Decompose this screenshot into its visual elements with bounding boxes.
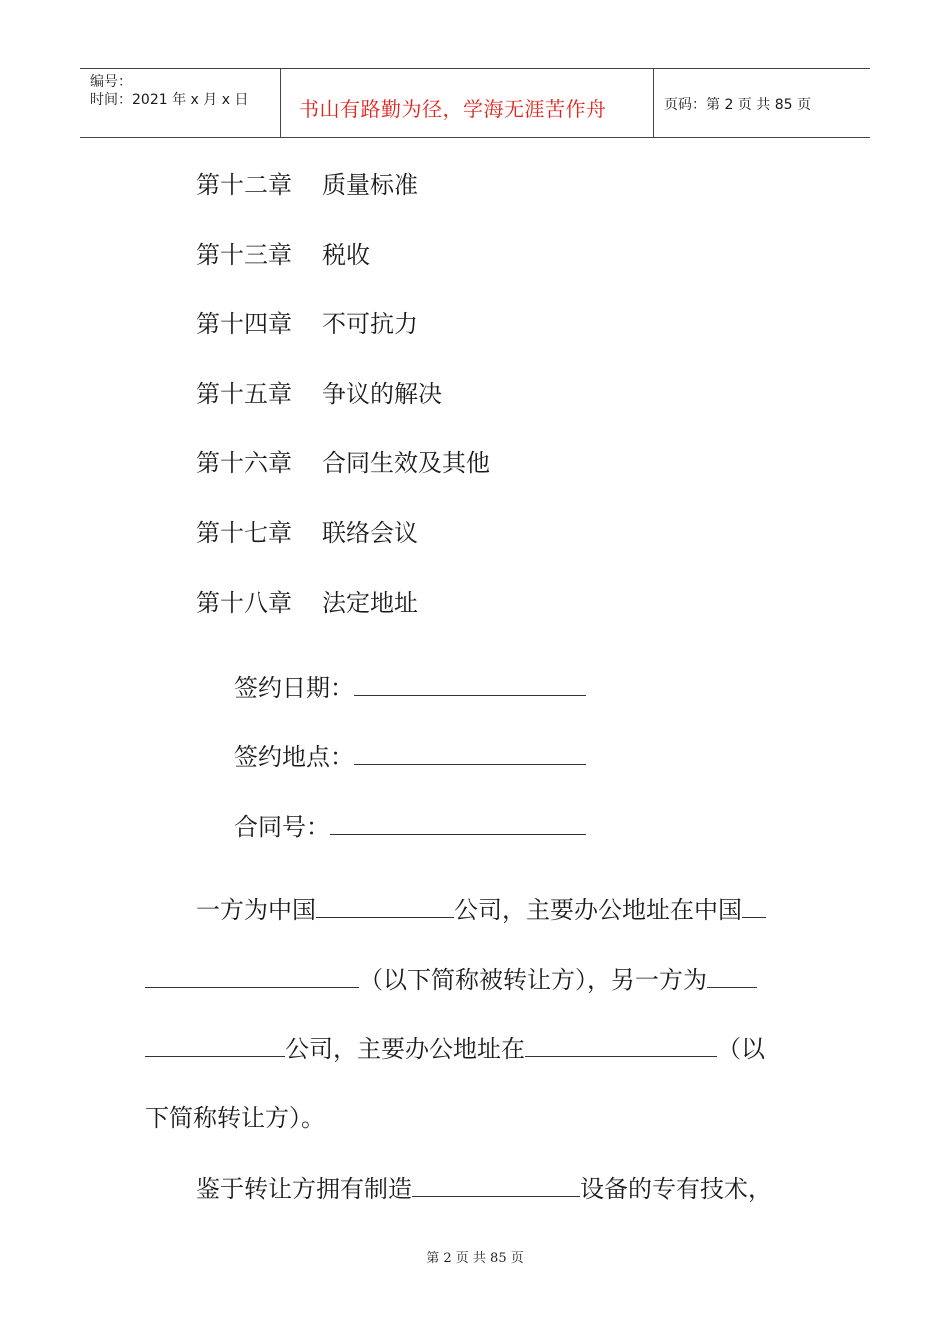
chapter-title: 联络会议 [322,519,418,547]
body-text: （以下简称被转让方），另一方为 [359,966,707,994]
body-line [196,1174,772,1204]
chapter-number: 第十四章 [196,310,292,338]
signing-date-label: 签约日期： [234,674,354,702]
body-text: 鉴于转让方拥有制造 [196,1175,412,1203]
chapter-item [196,170,418,200]
chapter-number: 第十六章 [196,449,292,477]
chapter-number: 第十三章 [196,241,292,269]
chapter-title: 税收 [322,241,370,269]
header-page-info: 页码：第 2 页 共 85 页 [664,97,811,113]
body-line [145,1034,765,1064]
contract-number-row [234,812,586,842]
address-blank [145,965,359,988]
body-text: 一方为中国 [196,896,316,924]
signing-date-row [234,673,586,703]
chapter-item [196,448,490,478]
document-number-label: 编号： [90,74,132,90]
equipment-blank [412,1174,580,1197]
chapter-title: 质量标准 [322,171,418,199]
signing-place-label: 签约地点： [234,743,354,771]
chapter-title: 争议的解决 [322,380,442,408]
body-text: 公司，主要办公地址在 [285,1035,525,1063]
chapter-number: 第十五章 [196,380,292,408]
body-text: 下简称转让方）。 [145,1104,325,1132]
chapter-title: 合同生效及其他 [322,449,490,477]
chapter-number: 第十七章 [196,519,292,547]
contract-number-blank [330,812,586,835]
document-date-label: 时间：2021 年 x 月 x 日 [90,92,249,108]
header-motto: 书山有路勤为径，学海无涯苦作舟 [299,97,607,121]
signing-date-blank [354,673,586,696]
body-text: 设备的专有技术， [580,1175,772,1203]
chapter-item [196,309,418,339]
signing-place-blank [354,742,586,765]
chapter-number: 第十二章 [196,171,292,199]
address-blank [742,895,766,918]
chapter-item [196,240,370,270]
header-meta-cell [80,69,281,137]
chapter-item [196,518,418,548]
chapter-title: 法定地址 [322,589,418,617]
chapter-title: 不可抗力 [322,310,418,338]
body-text: （以 [717,1035,765,1063]
body-line [145,965,757,995]
header-page-cell [654,69,870,137]
page-header [80,68,870,138]
page-footer: 第 2 页 共 85 页 [426,1251,524,1266]
signing-place-row [234,742,586,772]
contract-number-label: 合同号： [234,813,330,841]
chapter-item [196,588,418,618]
chapter-number: 第十八章 [196,589,292,617]
company-name-blank [707,965,757,988]
body-text: 公司，主要办公地址在中国 [454,896,742,924]
company-name-blank [145,1034,285,1057]
chapter-item [196,379,442,409]
header-motto-cell [281,69,654,137]
company-name-blank [316,895,454,918]
address-blank [525,1034,717,1057]
body-line [196,895,766,925]
body-line [145,1103,325,1133]
